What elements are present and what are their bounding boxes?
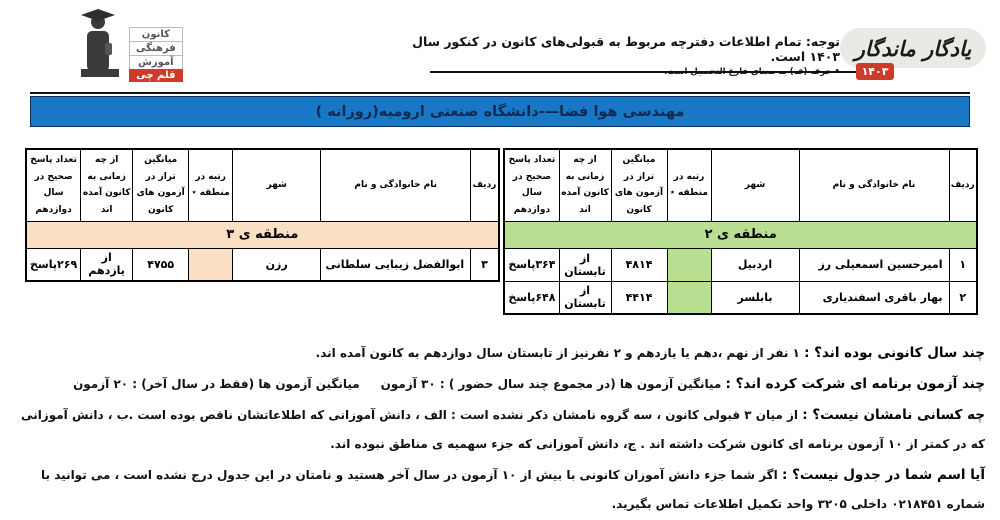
cell-name: ابوالفضل زیبایی سلطانی [321,248,471,281]
col-avg-score: میانگین تراز در آزمون های کانون [133,149,189,221]
header-divider [430,71,882,73]
cell-correct-answers: ۲۶۹پاسخ [26,248,81,281]
cell-since: از تابستان [559,281,611,314]
table-header-row [26,149,499,221]
cell-row-number: ۱ [949,248,977,281]
footnote-answer: اگر شما جزء دانش آموزان کانونی با بیش از ۱۰ آزمون در سال آخر هستید و نامتان در این جدول درج نشده است ، می توانید با شماره ۰۲۱۸۴۵۱ داخلی ۳۲۰۵ واحد تکمیل اطلاعات تماس بگیرید. [36,468,985,511]
cell-city: رزن [233,248,321,281]
logo-line-brand: قلم چی [129,69,183,82]
footnote-answer: میانگین آزمون ها (در مجموع چند سال حضور ) : ۳۰ آزمون میانگین آزمون ها (فقط در سال آخر) : ۲۰ آزمون [73,377,726,391]
cell-since: از تابستان [559,248,611,281]
cell-region-rank [667,248,711,281]
col-city: شهر [711,149,799,221]
region-2-table [503,148,978,315]
col-name: نام خانوادگی و نام [799,149,949,221]
kanoon-logo-text [129,5,183,85]
col-city: شهر [233,149,321,221]
footnote-answer: ۱ نفر از نهم ،دهم یا یازدهم و ۲ نفرنیز از تابستان سال دوازدهم به کانون آمده اند. [315,346,805,360]
title-top-rule [30,92,970,94]
footnotes-section [18,338,985,520]
cell-row-number: ۳ [471,248,499,281]
footnote-question: آیا اسم شما در جدول نیست؟ : [781,467,985,483]
table-row [504,248,977,281]
col-region-rank: رتبه در منطقه ٭ [667,149,711,221]
year-badge: ۱۴۰۳ [856,63,894,80]
logo-line: فرهنگی [129,41,183,55]
col-name: نام خانوادگی و نام [321,149,471,221]
table-row [26,248,499,281]
cell-city: اردبیل [711,248,799,281]
col-correct-answers: تعداد پاسخ صحیح در سال دوازدهم [26,149,81,221]
footnote-contact [18,460,985,518]
cell-avg-score: ۴۴۱۴ [611,281,667,314]
title-bar [30,96,970,127]
footnote-years [18,338,985,367]
region-3-table [25,148,500,282]
cell-since: از یازدهم [81,248,133,281]
col-row-number: ردیف [949,149,977,221]
cell-name: بهار باقری اسفندیاری [799,281,949,314]
region-3-header-row [26,221,499,248]
cell-correct-answers: ۶۴۸پاسخ [504,281,559,314]
footnote-exams [18,369,985,398]
footnote-question: چه کسانی نامشان نیست؟ : [802,407,985,423]
header-note-main: توجه: تمام اطلاعات دفترچه مربوط به قبولی‌های کانون در کنکور سال ۱۴۰۳ است. [412,34,840,64]
kanoon-logo [75,5,193,85]
footnote-question: چند آزمون برنامه ای شرکت کرده اند؟ : [725,376,985,392]
cell-row-number: ۲ [949,281,977,314]
cell-city: بابلسر [711,281,799,314]
col-region-rank: رتبه در منطقه ٭ [189,149,233,221]
region-2-label: منطقه ی ۲ [504,221,977,248]
table-header-row [504,149,977,221]
region-3-label: منطقه ی ۳ [26,221,499,248]
col-since: از چه زمانی به کانون آمده اند [559,149,611,221]
cell-region-rank [189,248,233,281]
footnote-answer: از میان ۳ قبولی کانون ، سه گروه نامشان ذکر نشده است : الف ، دانش آموزانی که اطلاعاتشان ناقص بوده است .ب ، دانش آموزانی که در کمتر از ۱۰ آزمون برنامه ای کانون شرکت داشته اند . ج، دانش آموزانی که جزء سهمیه ی مناطق نبوده اند. [16,408,985,451]
table-row [504,281,977,314]
footnote-missing-names [18,400,985,458]
col-since: از چه زمانی به کانون آمده اند [81,149,133,221]
col-correct-answers: تعداد پاسخ صحیح در سال دوازدهم [504,149,559,221]
logo-line: آموزش [129,55,183,69]
cell-name: امیرحسین اسمعیلی رز [799,248,949,281]
page-title: مهندسی هوا فضا—-دانشگاه صنعتی ارومیه(روزانه ) [315,103,685,120]
col-avg-score: میانگین تراز در آزمون های کانون [611,149,667,221]
col-row-number: ردیف [471,149,499,221]
cell-avg-score: ۴۸۱۴ [611,248,667,281]
cell-avg-score: ۴۷۵۵ [133,248,189,281]
region-2-header-row [504,221,977,248]
yadegar-logo-text: یادگار ماندگار [854,35,972,61]
yadegar-mandegar-logo [840,28,986,68]
logo-line: کانون [129,27,183,41]
footnote-question: چند سال کانونی بوده اند؟ : [804,345,985,361]
graduate-icon [75,5,125,81]
cell-correct-answers: ۳۶۴پاسخ [504,248,559,281]
cell-region-rank [667,281,711,314]
